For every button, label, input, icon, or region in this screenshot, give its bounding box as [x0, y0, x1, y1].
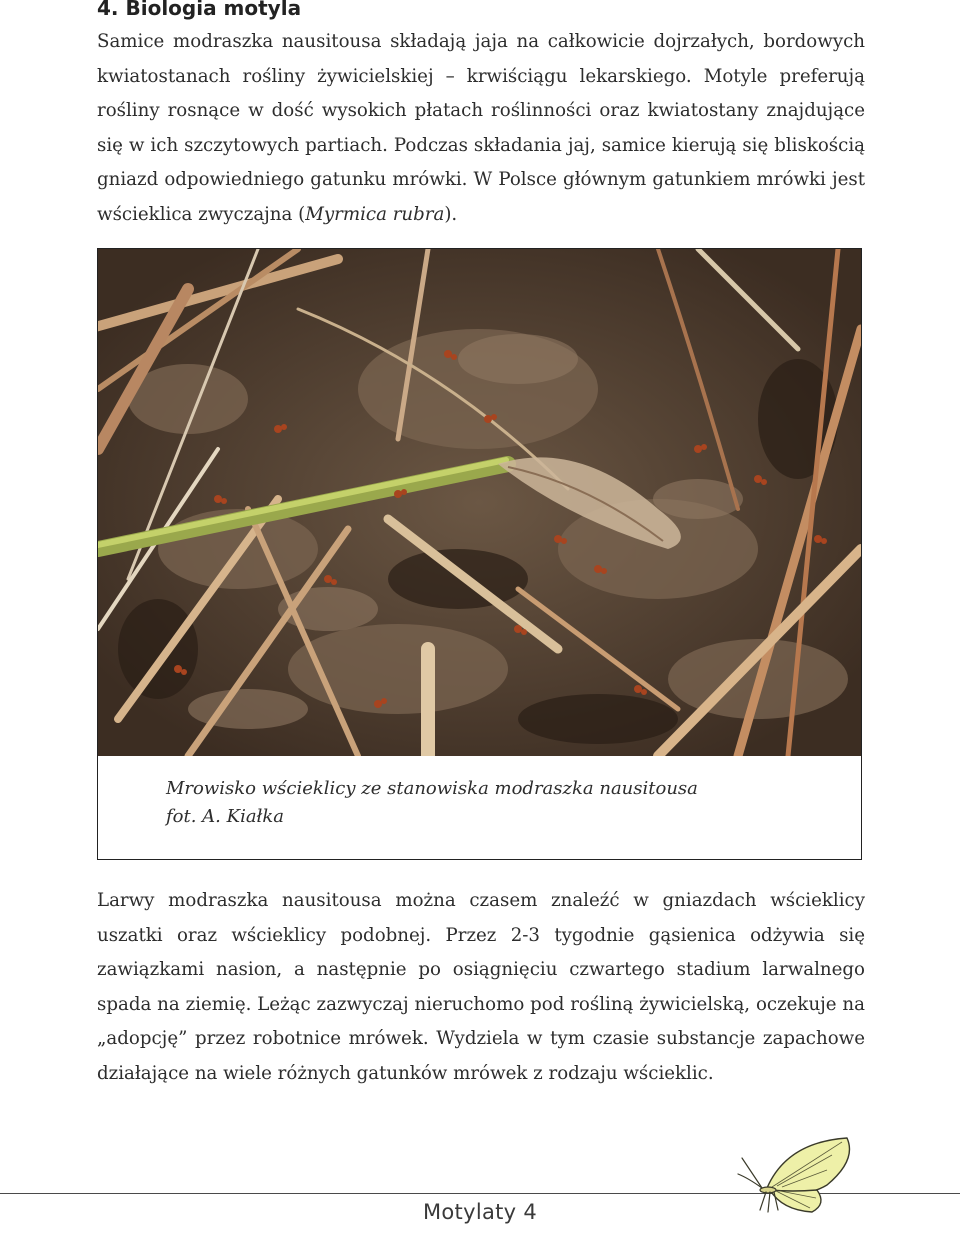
- intro-paragraph-text: Samice modraszka nausitousa składają jaja na całkowicie dojrzałych, bordowych kwiatostanach rośliny żywicielskiej – krwiściągu lekarskiego. Motyle preferują rośliny rosnące w dość wysokich płatach roślinności oraz kwiatostany znajdujące się w ich szczytowych partiach. Podczas składania jaj, samice kierują się bliskością gniazd odpowiedniego gatunku mrówki. W Polsce głównym gatunkiem mrówki jest wścieklica zwyczajna (: [97, 31, 865, 225]
- species-name: Myrmica rubra: [305, 203, 445, 225]
- caption-title: Mrowisko wścieklicy ze stanowiska modraszka nausitousa: [166, 778, 698, 799]
- butterfly-icon: [732, 1130, 862, 1220]
- ant-nest-photo: [98, 249, 861, 756]
- section-heading: 4. Biologia motyla: [97, 0, 302, 20]
- intro-paragraph-end: ).: [444, 203, 458, 225]
- larvae-paragraph: Larwy modraszka nausitousa można czasem znaleźć w gniazdach wścieklicy uszatki oraz wścieklicy podobnej. Przez 2-3 tygodnie gąsienica odżywia się zawiązkami nasion, a następnie po osiągnięciu czwartego stadium larwalnego spada na ziemię. Leżąc zazwyczaj nieruchomo pod rośliną żywicielską, oczekuje na „adopcję” przez robotnice mrówek. Wydziela w tym czasie substancje zapachowe działające na wiele różnych gatunków mrówek z rodzaju wścieklic.: [97, 890, 865, 1084]
- intro-paragraph: [97, 25, 865, 232]
- caption-credit: fot. A. Kiałka: [166, 806, 285, 827]
- ant-nest-illustration: [98, 249, 861, 756]
- figure-frame: [97, 248, 862, 860]
- footer-label: Motylaty 4: [422, 1200, 538, 1224]
- figure-caption: [166, 775, 698, 831]
